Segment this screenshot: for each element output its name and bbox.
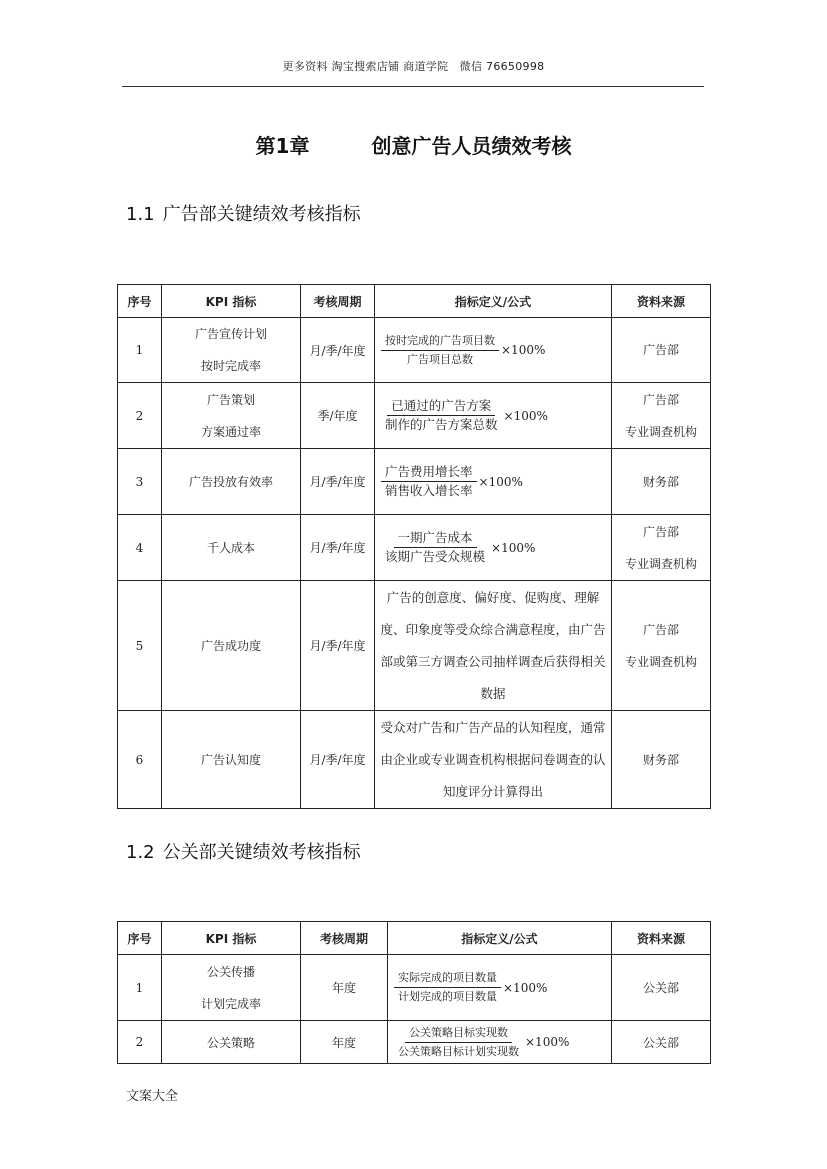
row-source: 广告部 专业调查机构: [612, 515, 711, 581]
formula-denominator: 销售收入增长率: [385, 483, 473, 498]
row-source: 广告部 专业调查机构: [612, 383, 711, 449]
row-kpi: 广告成功度: [162, 581, 301, 711]
col-header-definition: 指标定义/公式: [388, 922, 612, 955]
row-source: 公关部: [612, 955, 711, 1021]
table-row: [118, 515, 711, 581]
row-period: 月/季/年度: [301, 318, 375, 383]
formula-numerator: 按时完成的广告项目数: [381, 333, 499, 351]
page-footer-text: 文案大全: [126, 1089, 179, 1104]
col-header-no: 序号: [118, 285, 162, 318]
col-header-period: 考核周期: [301, 285, 375, 318]
formula-denominator: 制作的广告方案总数: [385, 417, 498, 432]
table-header-row: [118, 922, 711, 955]
row-kpi: 公关传播 计划完成率: [162, 955, 301, 1021]
section-1-title-text: 广告部关键绩效考核指标: [162, 204, 361, 225]
table-header-row: [118, 285, 711, 318]
formula-numerator: 已通过的广告方案: [387, 398, 495, 416]
formula-multiplier: ×100%: [525, 1035, 570, 1049]
row-kpi: 千人成本: [162, 515, 301, 581]
table-row: [118, 318, 711, 383]
row-definition: 受众对广告和广告产品的认知程度，通常由企业或专业调查机构根据问卷调查的认知度评分计算得出: [375, 711, 612, 809]
table-row: [118, 711, 711, 809]
col-header-definition: 指标定义/公式: [375, 285, 612, 318]
table-row: [118, 955, 711, 1021]
formula-numerator: 一期广告成本: [394, 530, 477, 548]
section-2-number: 1.2: [126, 842, 155, 863]
formula-denominator: 广告项目总数: [407, 352, 473, 366]
row-no: 3: [118, 449, 162, 515]
chapter-title: [0, 130, 827, 159]
col-header-source: 资料来源: [612, 922, 711, 955]
col-header-kpi: KPI 指标: [162, 285, 301, 318]
row-kpi: 广告宣传计划 按时完成率: [162, 318, 301, 383]
row-no: 6: [118, 711, 162, 809]
section-1-number: 1.1: [126, 204, 155, 225]
header-rule: [122, 86, 704, 87]
row-period: 季/年度: [301, 383, 375, 449]
formula-denominator: 公关策略目标计划实现数: [398, 1044, 519, 1058]
row-no: 5: [118, 581, 162, 711]
row-period: 月/季/年度: [301, 711, 375, 809]
formula-multiplier: ×100%: [501, 343, 546, 357]
formula-denominator: 计划完成的项目数量: [398, 990, 497, 1003]
col-header-no: 序号: [118, 922, 162, 955]
section-2-title: [126, 838, 361, 864]
row-period: 月/季/年度: [301, 515, 375, 581]
row-no: 1: [118, 955, 162, 1021]
col-header-source: 资料来源: [612, 285, 711, 318]
col-header-kpi: KPI 指标: [162, 922, 301, 955]
row-source: 财务部: [612, 449, 711, 515]
page-header-text: 更多资料 淘宝搜索店铺 商道学院 微信 76650998: [282, 60, 545, 73]
ad-kpi-table: [117, 284, 711, 809]
row-formula: [375, 318, 612, 383]
row-kpi: 广告策划 方案通过率: [162, 383, 301, 449]
col-header-period: 考核周期: [301, 922, 388, 955]
formula-denominator: 该期广告受众规模: [385, 549, 486, 564]
formula-multiplier: ×100%: [503, 408, 548, 423]
chapter-number: 第1章: [255, 134, 310, 158]
row-formula: [375, 383, 612, 449]
chapter-title-text: 创意广告人员绩效考核: [371, 134, 572, 158]
formula-numerator: 广告费用增长率: [381, 464, 477, 482]
formula-multiplier: ×100%: [491, 540, 536, 555]
row-no: 2: [118, 383, 162, 449]
row-no: 1: [118, 318, 162, 383]
pr-kpi-table: [117, 921, 711, 1064]
row-source: 广告部 专业调查机构: [612, 581, 711, 711]
row-formula: [388, 955, 612, 1021]
row-source: 财务部: [612, 711, 711, 809]
section-1-title: [126, 200, 361, 226]
row-formula: [375, 449, 612, 515]
row-formula: [375, 515, 612, 581]
formula-multiplier: ×100%: [503, 980, 548, 995]
formula-multiplier: ×100%: [478, 474, 523, 489]
table-row: [118, 383, 711, 449]
row-no: 4: [118, 515, 162, 581]
row-formula: [388, 1021, 612, 1064]
row-no: 2: [118, 1021, 162, 1064]
row-kpi: 广告投放有效率: [162, 449, 301, 515]
row-period: 年度: [301, 955, 388, 1021]
row-source: 公关部: [612, 1021, 711, 1064]
row-kpi: 广告认知度: [162, 711, 301, 809]
formula-numerator: 实际完成的项目数量: [394, 970, 501, 988]
row-kpi: 公关策略: [162, 1021, 301, 1064]
row-period: 月/季/年度: [301, 449, 375, 515]
row-definition: 广告的创意度、偏好度、促购度、理解度、印象度等受众综合满意程度，由广告部或第三方调查公司抽样调查后获得相关数据: [375, 581, 612, 711]
row-period: 年度: [301, 1021, 388, 1064]
row-period: 月/季/年度: [301, 581, 375, 711]
section-2-title-text: 公关部关键绩效考核指标: [162, 842, 361, 863]
formula-numerator: 公关策略目标实现数: [405, 1025, 512, 1043]
row-source: 广告部: [612, 318, 711, 383]
table-row: [118, 1021, 711, 1064]
table-row: [118, 449, 711, 515]
table-row: [118, 581, 711, 711]
